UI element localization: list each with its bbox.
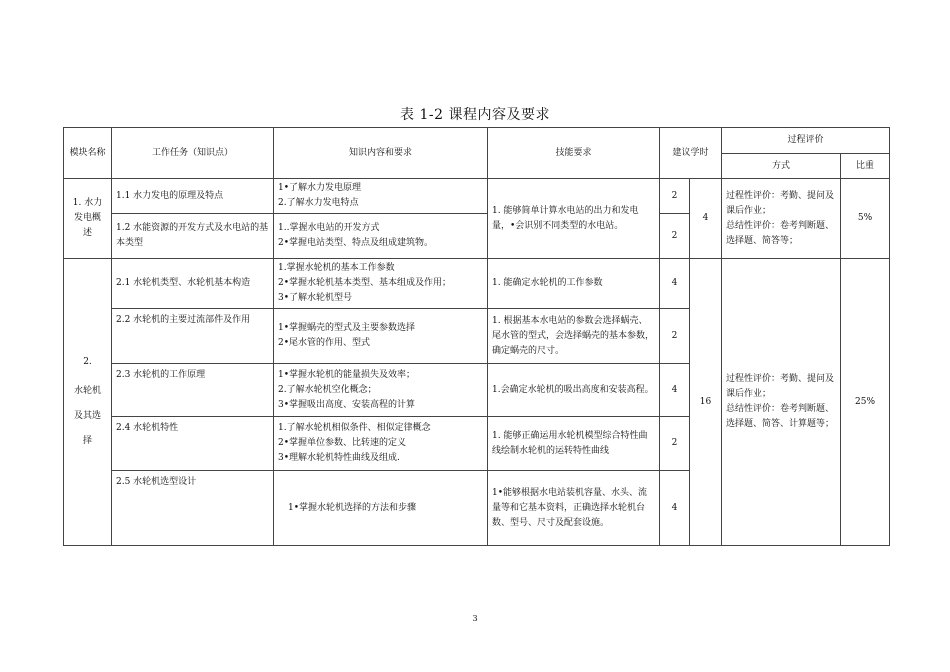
task-1-1: 1.1 水力发电的原理及特点 bbox=[112, 179, 274, 214]
knowledge-2-1: 1.掌握水轮机的基本工作参数 2•掌握水轮机基本类型、基本组成及作用； 3•了解水轮机型号 bbox=[274, 259, 488, 309]
header-task: 工作任务（知识点） bbox=[112, 128, 274, 179]
knowledge-2-4: 1.了解水轮机相似条件、相似定律概念 2•掌握单位参数、比转速的定义 3•理解水轮机特性曲线及组成. bbox=[274, 417, 488, 471]
task-2-1: 2.1 水轮机类型、水轮机基本构造 bbox=[112, 259, 274, 309]
task-2-5: 2.5 水轮机选型设计 bbox=[112, 471, 274, 546]
header-eval: 过程评价 bbox=[722, 128, 890, 154]
total-hours-module-2: 16 bbox=[690, 259, 722, 546]
course-content-table bbox=[63, 127, 890, 546]
task-2-3: 2.3 水轮机的工作原理 bbox=[112, 364, 274, 417]
skill-2-4: 1. 能够正确运用水轮机模型综合特性曲线绘制水轮机的运转特性曲线 bbox=[488, 417, 660, 471]
header-skill: 技能要求 bbox=[488, 128, 660, 179]
skill-2-3: 1.会确定水轮机的吸出高度和安装高程。 bbox=[488, 364, 660, 417]
knowledge-2-5: 1•掌握水轮机选择的方法和步骤 bbox=[274, 471, 488, 546]
method-module-2: 过程性评价：考勤、提问及课后作业； 总结性评价：卷考判断题、选择题、简答、计算题等； bbox=[722, 259, 841, 546]
knowledge-2-3: 1•掌握水轮机的能量损失及效率； 2.了解水轮机空化概念； 3•掌握吸出高度、安装高程的计算 bbox=[274, 364, 488, 417]
hours-2-5: 4 bbox=[660, 471, 690, 546]
knowledge-2-2: 1•掌握蜗壳的型式及主要参数选择 2•尾水管的作用、型式 bbox=[274, 309, 488, 364]
weight-module-1: 5% bbox=[841, 179, 890, 259]
hours-2-3: 4 bbox=[660, 364, 690, 417]
skill-2-2: 1. 根据基本水电站的参数会选择蜗壳、尾水管的型式，会选择蜗壳的基本参数，确定蜗壳的尺寸。 bbox=[488, 309, 660, 364]
module-1-name: 1. 水力 发电概 述 bbox=[64, 179, 112, 259]
method-module-1: 过程性评价：考勤、提问及课后作业； 总结性评价：卷考判断题、选择题、简答等； bbox=[722, 179, 841, 259]
hours-2-2: 2 bbox=[660, 309, 690, 364]
header-hours: 建议学时 bbox=[660, 128, 722, 179]
skill-2-1: 1. 能确定水轮机的工作参数 bbox=[488, 259, 660, 309]
hours-1-1: 2 bbox=[660, 179, 690, 214]
weight-module-2: 25% bbox=[841, 259, 890, 546]
header-knowledge: 知识内容和要求 bbox=[274, 128, 488, 179]
task-2-4: 2.4 水轮机特性 bbox=[112, 417, 274, 471]
knowledge-1-1: 1•了解水力发电原理 2.了解水力发电特点 bbox=[274, 179, 488, 214]
total-hours-module-1: 4 bbox=[690, 179, 722, 259]
header-module: 模块名称 bbox=[64, 128, 112, 179]
page-number: 3 bbox=[472, 614, 478, 623]
task-1-2: 1.2 水能资源的开发方式及水电站的基本类型 bbox=[112, 214, 274, 259]
hours-1-2: 2 bbox=[660, 214, 690, 259]
knowledge-1-2: 1..掌握水电站的开发方式 2•掌握电站类型、特点及组成建筑物。 bbox=[274, 214, 488, 259]
header-weight: 比重 bbox=[841, 154, 890, 179]
hours-2-1: 4 bbox=[660, 259, 690, 309]
module-2-name: 2. 水轮机 及其选 择 bbox=[64, 259, 112, 546]
table-title: 表 1-2 课程内容及要求 bbox=[400, 107, 550, 123]
skill-module-1: 1. 能够简单计算水电站的出力和发电量，•会识别不同类型的水电站。 bbox=[488, 179, 660, 259]
skill-2-5: 1•能够根据水电站装机容量、水头、流量等和它基本资料，正确选择水轮机台数、型号、尺寸及配套设施。 bbox=[488, 471, 660, 546]
task-2-2: 2.2 水轮机的主要过流部件及作用 bbox=[112, 309, 274, 364]
hours-2-4: 2 bbox=[660, 417, 690, 471]
header-method: 方式 bbox=[722, 154, 841, 179]
